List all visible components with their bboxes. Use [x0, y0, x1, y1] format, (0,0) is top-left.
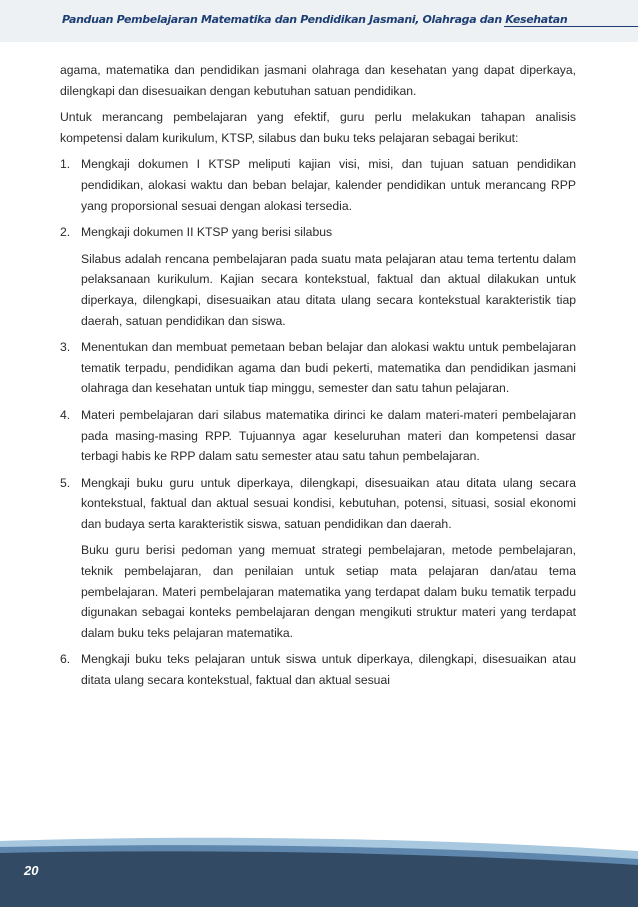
list-item-text: Mengkaji buku guru untuk diperkaya, dilengkapi, disesuaikan atau ditata ulang secara kontekstual, faktual dan aktual sesuai kondisi, kebutuhan, potensi, situasi, sosial ekonomi dan budaya serta karakteristik siswa, satuan pendidikan dan daerah. [81, 475, 576, 531]
running-header-title: Panduan Pembelajaran Matematika dan Pendidikan Jasmani, Olahraga dan Kesehatan [62, 13, 568, 26]
list-item-text: Buku guru berisi pedoman yang memuat strategi pembelajaran, metode pembelajaran, teknik pembelajaran, dan penilaian untuk setiap mata pelajaran dan/atau tema pembelajaran. Materi pembelajaran matematika yang terdapat dalam buku tematik terpadu digunakan sebagai konteks pembelajaran dengan mengikuti struktur materi yang terdapat dalam buku teks pelajaran matematika. [81, 543, 576, 640]
list-item-2 [60, 222, 576, 331]
page-body [60, 60, 576, 697]
footer-wave-graphic [0, 835, 638, 907]
list-item-text: Materi pembelajaran dari silabus matematika dirinci ke dalam materi-materi pembelajaran pada masing-masing RPP. Tujuannya agar keseluruhan materi dan kompetensi dasar terbagi habis ke RPP dalam satu semester atau satu tahun pembelajaran. [81, 407, 576, 464]
page-footer [0, 835, 638, 907]
header-rule [504, 26, 638, 27]
list-item-1 [60, 154, 576, 216]
list-number: 6. [60, 652, 71, 667]
page-number: 20 [24, 863, 39, 878]
list-item-text: Mengkaji buku teks pelajaran untuk siswa untuk diperkaya, dilengkapi, disesuaikan atau ditata ulang secara kontekstual, faktual dan aktual sesuai [81, 652, 576, 688]
list-number: 3. [60, 340, 71, 355]
list-number: 5. [60, 475, 71, 490]
list-item-text: Silabus adalah rencana pembelajaran pada suatu mata pelajaran atau tema tertentu dalam pelaksanaan kurikulum. Kajian secara kontekstual, faktual dan aktual dilakukan untuk diperkaya, dilengkapi, disesuaikan atau ditata ulang secara kontekstual karakteristik tiap daerah, satuan pendidikan dan siswa. [81, 251, 576, 328]
list-item-text: Menentukan dan membuat pemetaan beban belajar dan alokasi waktu untuk pembelajaran tematik terpadu, pendidikan agama dan budi pekerti, matematika dan pendidikan jasmani olahraga dan kesehatan untuk tiap minggu, semester dan satu tahun pelajaran. [81, 340, 576, 396]
list-number: 1. [60, 157, 71, 172]
list-number: 4. [60, 407, 71, 422]
lead-paragraph: Untuk merancang pembelajaran yang efektif, guru perlu melakukan tahapan analisis kompetensi dalam kurikulum, KTSP, silabus dan buku teks pelajaran sebagai berikut: [60, 110, 576, 145]
list-item-4 [60, 405, 576, 467]
list-number: 2. [60, 225, 71, 240]
list-item-text: Mengkaji dokumen I KTSP meliputi kajian visi, misi, dan tujuan satuan pendidikan pendidikan, alokasi waktu dan beban belajar, kalender pendidikan untuk merancang RPP yang proporsional sesuai dengan alokasi tersedia. [81, 157, 576, 213]
intro-paragraph: agama, matematika dan pendidikan jasmani olahraga dan kesehatan yang dapat diperkaya, dilengkapi dan disesuaikan dengan kebutuhan satuan pendidikan. [60, 63, 576, 98]
list-item-text: Mengkaji dokumen II KTSP yang berisi silabus [81, 225, 333, 240]
list-item-5 [60, 473, 576, 644]
list-item-6 [60, 649, 576, 690]
list-item-3 [60, 337, 576, 399]
